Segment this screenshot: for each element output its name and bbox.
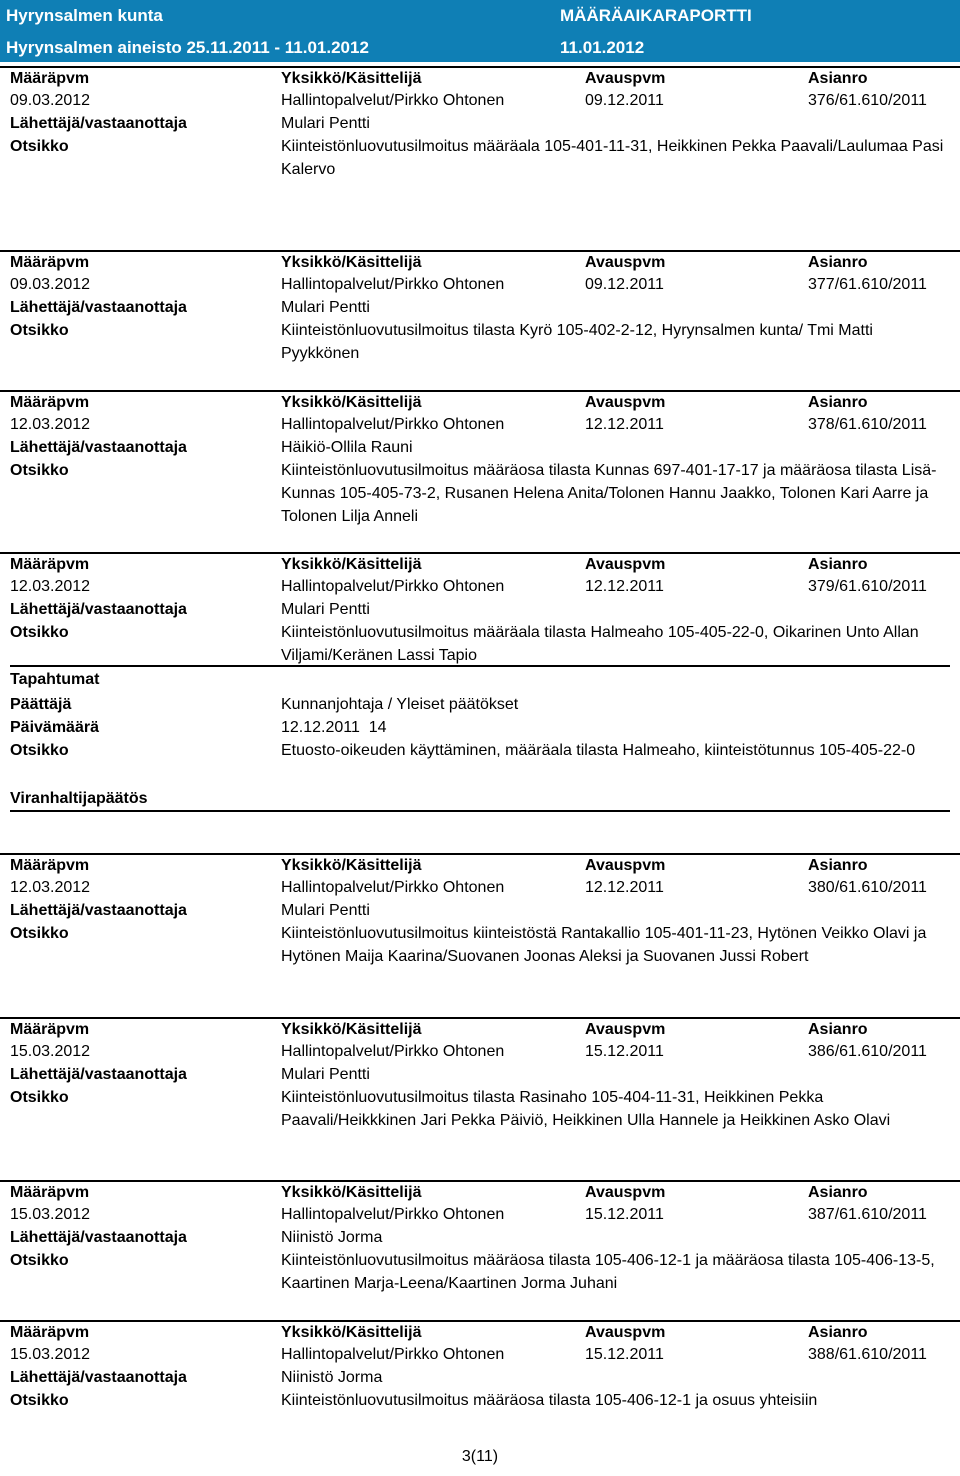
asianro-value: 379/61.610/2011: [808, 578, 927, 595]
label-maarapvm: Määräpvm: [10, 1184, 90, 1201]
yksikko-value: Hallintopalvelut/Pirkko Ohtonen: [281, 416, 505, 433]
label-yksikko: Yksikkö/Käsittelijä: [281, 1324, 422, 1341]
record-values-row: [0, 273, 960, 296]
label-lahettaja: Lähettäjä/vastaanottaja: [10, 1066, 187, 1083]
record-sender-row: [0, 1366, 960, 1389]
asianro-value: 388/61.610/2011: [808, 1346, 927, 1363]
label-lahettaja: Lähettäjä/vastaanottaja: [10, 601, 187, 618]
label-avauspvm: Avauspvm: [585, 1324, 666, 1341]
events-decider-row: [0, 693, 960, 716]
label-asianro: Asianro: [808, 254, 868, 271]
label-maarapvm: Määräpvm: [10, 857, 90, 874]
avauspvm-value: 09.12.2011: [585, 92, 664, 109]
label-avauspvm: Avauspvm: [585, 70, 666, 87]
label-paivamaara: Päivämäärä: [10, 719, 99, 736]
label-otsikko: Otsikko: [10, 322, 69, 339]
label-maarapvm: Määräpvm: [10, 394, 90, 411]
events-top-rule: [10, 665, 950, 667]
yksikko-value: Hallintopalvelut/Pirkko Ohtonen: [281, 1043, 505, 1060]
label-asianro: Asianro: [808, 1324, 868, 1341]
label-avauspvm: Avauspvm: [585, 857, 666, 874]
lahettaja-value: Mulari Pentti: [281, 1066, 370, 1083]
lahettaja-value: Niinistö Jorma: [281, 1229, 383, 1246]
otsikko-value: Kiinteistönluovutusilmoitus tilasta Kyrö 105-402-2-12, Hyrynsalmen kunta/ Tmi Matti Pyykkönen: [281, 322, 873, 362]
label-yksikko: Yksikkö/Käsittelijä: [281, 394, 422, 411]
label-yksikko: Yksikkö/Käsittelijä: [281, 857, 422, 874]
record-header-row: [0, 251, 960, 274]
label-otsikko: Otsikko: [10, 624, 69, 641]
maarapvm-value: 12.03.2012: [10, 879, 91, 896]
label-yksikko: Yksikkö/Käsittelijä: [281, 254, 422, 271]
record-values-row: [0, 413, 960, 436]
record-values-row: [0, 876, 960, 899]
label-lahettaja: Lähettäjä/vastaanottaja: [10, 902, 187, 919]
label-maarapvm: Määräpvm: [10, 254, 90, 271]
yksikko-value: Hallintopalvelut/Pirkko Ohtonen: [281, 578, 505, 595]
record-values-row: [0, 575, 960, 598]
label-yksikko: Yksikkö/Käsittelijä: [281, 1021, 422, 1038]
label-asianro: Asianro: [808, 1021, 868, 1038]
lahettaja-value: Mulari Pentti: [281, 902, 370, 919]
avauspvm-value: 12.12.2011: [585, 416, 664, 433]
label-avauspvm: Avauspvm: [585, 1021, 666, 1038]
label-lahettaja: Lähettäjä/vastaanottaja: [10, 299, 187, 316]
label-maarapvm: Määräpvm: [10, 1324, 90, 1341]
lahettaja-value: Mulari Pentti: [281, 601, 370, 618]
paivamaara-value: 12.12.2011 14: [281, 719, 387, 736]
avauspvm-value: 15.12.2011: [585, 1206, 664, 1223]
label-asianro: Asianro: [808, 70, 868, 87]
label-otsikko: Otsikko: [10, 462, 69, 479]
lahettaja-value: Niinistö Jorma: [281, 1369, 383, 1386]
label-maarapvm: Määräpvm: [10, 70, 90, 87]
events-heading-row: [0, 668, 960, 691]
maarapvm-value: 09.03.2012: [10, 276, 91, 293]
record-header-row: [0, 1018, 960, 1041]
yksikko-value: Hallintopalvelut/Pirkko Ohtonen: [281, 92, 505, 109]
events-bottom-rule: [10, 810, 950, 812]
label-otsikko: Otsikko: [10, 925, 69, 942]
report-subheader: [0, 32, 960, 62]
record-sender-row: [0, 598, 960, 621]
label-yksikko: Yksikkö/Käsittelijä: [281, 70, 422, 87]
report-range: Hyrynsalmen aineisto 25.11.2011 - 11.01.2012: [6, 38, 369, 57]
maarapvm-value: 12.03.2012: [10, 578, 91, 595]
record-values-row: [0, 1203, 960, 1226]
label-avauspvm: Avauspvm: [585, 254, 666, 271]
record-sender-row: [0, 436, 960, 459]
otsikko-value: Kiinteistönluovutusilmoitus tilasta Rasinaho 105-404-11-31, Heikkinen Pekka Paavali/Heikkkinen Jari Pekka Päiviö, Heikkinen Ulla Hannele ja Heikkinen Asko Olavi: [281, 1089, 891, 1129]
label-asianro: Asianro: [808, 857, 868, 874]
avauspvm-value: 12.12.2011: [585, 578, 664, 595]
paattaja-value: Kunnanjohtaja / Yleiset päätökset: [281, 696, 519, 713]
org-name: Hyrynsalmen kunta: [6, 6, 163, 25]
record-sender-row: [0, 899, 960, 922]
label-asianro: Asianro: [808, 1184, 868, 1201]
label-otsikko: Otsikko: [10, 1392, 69, 1409]
label-events-otsikko: Otsikko: [10, 742, 69, 759]
otsikko-value: Kiinteistönluovutusilmoitus määräosa tilasta 105-406-12-1 ja määräosa tilasta 105-406-13-5, Kaartinen Marja-Leena/Kaartinen Jorma Juhani: [281, 1252, 935, 1292]
label-avauspvm: Avauspvm: [585, 556, 666, 573]
label-yksikko: Yksikkö/Käsittelijä: [281, 556, 422, 573]
record-header-row: [0, 391, 960, 414]
asianro-value: 376/61.610/2011: [808, 92, 927, 109]
record-sender-row: [0, 112, 960, 135]
label-otsikko: Otsikko: [10, 1089, 69, 1106]
record-sender-row: [0, 296, 960, 319]
label-avauspvm: Avauspvm: [585, 1184, 666, 1201]
record-values-row: [0, 89, 960, 112]
events-otsikko-value: Etuosto-oikeuden käyttäminen, määräala tilasta Halmeaho, kiinteistötunnus 105-405-22-0: [281, 742, 916, 759]
report-header: [0, 0, 960, 32]
lahettaja-value: Mulari Pentti: [281, 115, 370, 132]
maarapvm-value: 12.03.2012: [10, 416, 91, 433]
otsikko-value: Kiinteistönluovutusilmoitus määräosa tilasta 105-406-12-1 ja osuus yhteisiin: [281, 1392, 818, 1409]
maarapvm-value: 15.03.2012: [10, 1206, 91, 1223]
events-heading: Tapahtumat: [10, 671, 100, 688]
maarapvm-value: 09.03.2012: [10, 92, 91, 109]
avauspvm-value: 09.12.2011: [585, 276, 664, 293]
yksikko-value: Hallintopalvelut/Pirkko Ohtonen: [281, 276, 505, 293]
otsikko-value: Kiinteistönluovutusilmoitus määräosa tilasta Kunnas 697-401-17-17 ja määräosa tilasta Lisä-Kunnas 105-405-73-2, Rusanen Helena Anita/Tolonen Hannu Jaakko, Tolonen Kari Aarre ja Tolonen Lilja Anneli: [281, 462, 937, 525]
asianro-value: 380/61.610/2011: [808, 879, 927, 896]
events-section: [0, 665, 960, 812]
label-avauspvm: Avauspvm: [585, 394, 666, 411]
yksikko-value: Hallintopalvelut/Pirkko Ohtonen: [281, 879, 505, 896]
asianro-value: 386/61.610/2011: [808, 1043, 927, 1060]
asianro-value: 378/61.610/2011: [808, 416, 927, 433]
record-header-row: [0, 1321, 960, 1344]
lahettaja-value: Mulari Pentti: [281, 299, 370, 316]
record-sender-row: [0, 1063, 960, 1086]
record-header-row: [0, 67, 960, 90]
asianro-value: 387/61.610/2011: [808, 1206, 927, 1223]
page-number: 3(11): [461, 1448, 499, 1465]
asianro-value: 377/61.610/2011: [808, 276, 927, 293]
record-values-row: [0, 1343, 960, 1366]
lahettaja-value: Häikiö-Ollila Rauni: [281, 439, 413, 456]
report-date: 11.01.2012: [560, 38, 645, 57]
otsikko-value: Kiinteistönluovutusilmoitus määräala 105-401-11-31, Heikkinen Pekka Paavali/Laulumaa Pasi Kalervo: [281, 138, 944, 178]
otsikko-value: Kiinteistönluovutusilmoitus kiinteistöstä Rantakallio 105-401-11-23, Hytönen Veikko Olavi ja Hytönen Maija Kaarina/Suovanen Joonas Aleksi ja Suovanen Jussi Robert: [281, 925, 927, 965]
maarapvm-value: 15.03.2012: [10, 1346, 91, 1363]
events-date-row: [0, 716, 960, 739]
avauspvm-value: 15.12.2011: [585, 1346, 664, 1363]
avauspvm-value: 12.12.2011: [585, 879, 664, 896]
label-asianro: Asianro: [808, 556, 868, 573]
record-header-row: [0, 1181, 960, 1204]
yksikko-value: Hallintopalvelut/Pirkko Ohtonen: [281, 1206, 505, 1223]
record-sender-row: [0, 1226, 960, 1249]
report-title: MÄÄRÄAIKARAPORTTI: [560, 6, 752, 25]
maarapvm-value: 15.03.2012: [10, 1043, 91, 1060]
label-lahettaja: Lähettäjä/vastaanottaja: [10, 1369, 187, 1386]
record-header-row: [0, 553, 960, 576]
label-paattaja: Päättäjä: [10, 696, 72, 713]
label-otsikko: Otsikko: [10, 1252, 69, 1269]
label-lahettaja: Lähettäjä/vastaanottaja: [10, 115, 187, 132]
label-otsikko: Otsikko: [10, 138, 69, 155]
otsikko-value: Kiinteistönluovutusilmoitus määräala tilasta Halmeaho 105-405-22-0, Oikarinen Unto Allan Viljami/Keränen Lassi Tapio: [281, 624, 919, 664]
viranhaltija-label: Viranhaltijapäätös: [10, 790, 148, 807]
label-asianro: Asianro: [808, 394, 868, 411]
label-lahettaja: Lähettäjä/vastaanottaja: [10, 1229, 187, 1246]
record-header-row: [0, 854, 960, 877]
label-maarapvm: Määräpvm: [10, 556, 90, 573]
record-values-row: [0, 1040, 960, 1063]
label-yksikko: Yksikkö/Käsittelijä: [281, 1184, 422, 1201]
yksikko-value: Hallintopalvelut/Pirkko Ohtonen: [281, 1346, 505, 1363]
label-maarapvm: Määräpvm: [10, 1021, 90, 1038]
avauspvm-value: 15.12.2011: [585, 1043, 664, 1060]
viranhaltija-row: [0, 787, 960, 810]
label-lahettaja: Lähettäjä/vastaanottaja: [10, 439, 187, 456]
